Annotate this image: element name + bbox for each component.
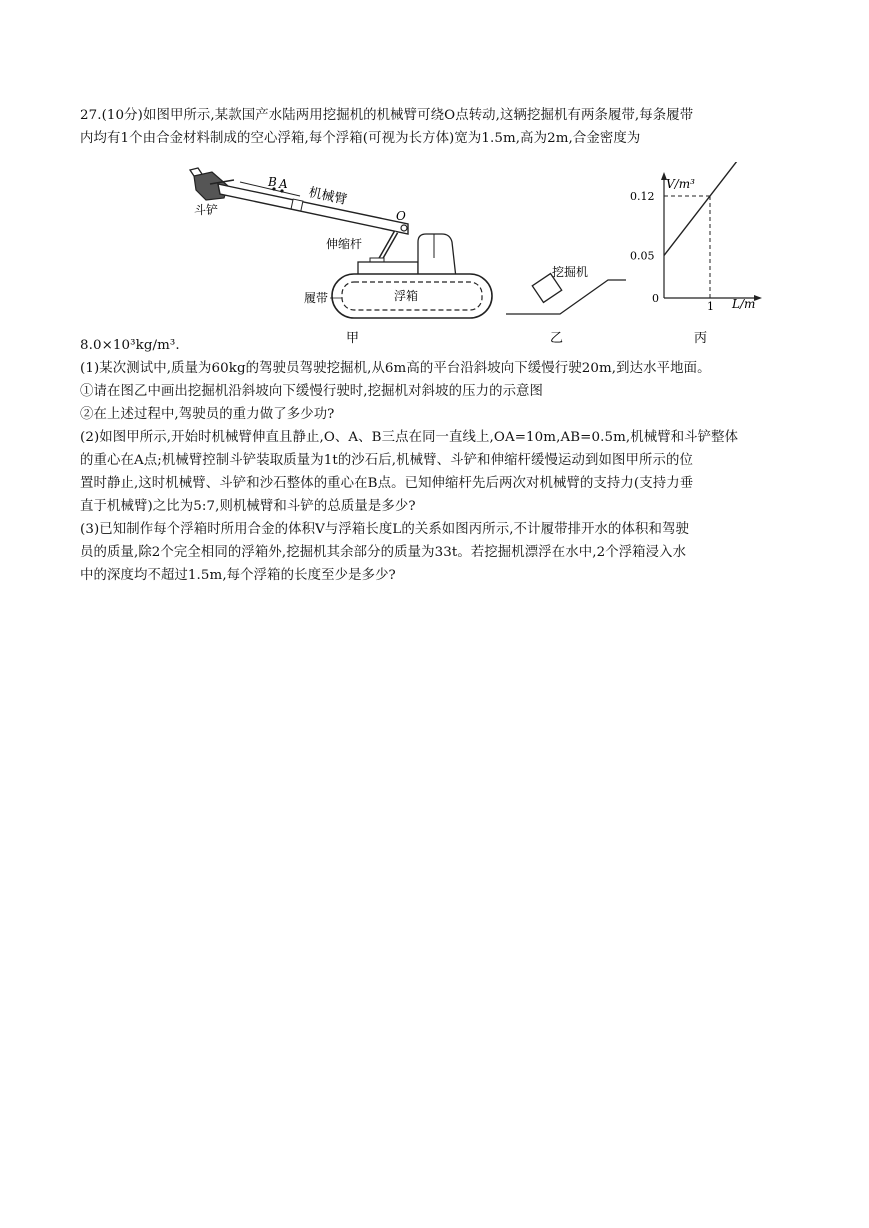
figure-bing [630,162,762,346]
density-text: 8.0×10³kg/m³. [80,338,180,353]
tick-y-0-12: 0.12 [630,190,655,203]
part2-line-4: 直于机械臂)之比为5:7,则机械臂和斗铲的总质量是多少? [80,499,416,514]
question-intro-line-1: 27.(10分)如图甲所示,某款国产水陆两用挖掘机的机械臂可绕O点转动,这辆挖掘机有两条履带,每条履带 [80,108,694,123]
label-excavator: 挖掘机 [552,265,589,279]
label-float: 浮箱 [394,289,419,303]
tick-y-0-05: 0.05 [630,249,655,263]
slope-line [506,280,626,314]
pivot-o [401,225,407,231]
x-axis-label: L/m [732,297,756,311]
y-axis-label: V/m³ [666,177,695,191]
part1-sub-1: ①请在图乙中画出挖掘机沿斜坡向下缓慢行驶时,挖掘机对斜坡的压力的示意图 [80,384,544,399]
question-body [80,334,792,587]
part3-line-2: 员的质量,除2个完全相同的浮箱外,挖掘机其余部分的质量为33t。若挖掘机漂浮在水中,2个浮箱浸入水 [80,545,687,560]
part2-line-2: 的重心在A点;机械臂控制斗铲装取质量为1t的沙石后,机械臂、斗铲和伸缩杆缓慢运动到如图甲所示的位 [80,453,693,468]
caption-bing: 丙 [694,331,708,346]
part1-line-1: (1)某次测试中,质量为60kg的驾驶员驾驶挖掘机,从6m高的平台沿斜坡向下缓慢行驶20m,到达水平地面。 [80,361,711,376]
part3-line-1: (3)已知制作每个浮箱时所用合金的体积V与浮箱长度L的关系如图丙所示,不计履带排开水的体积和驾驶 [80,522,689,537]
question-intro [80,104,792,150]
tick-x-1: 1 [707,300,714,313]
figure-jia [190,168,492,346]
part2-line-3: 置时静止,这时机械臂、斗铲和沙石整体的重心在B点。已知伸缩杆先后两次对机械臂的支持力(支持力垂 [80,476,694,491]
excavator-cab [418,234,456,278]
label-b: B [268,175,277,189]
figures-row [180,162,770,348]
part1-sub-2: ②在上述过程中,驾驶员的重力做了多少功? [80,407,335,422]
origin-label: 0 [652,292,659,305]
part3-line-3: 中的深度均不超过1.5m,每个浮箱的长度至少是多少? [80,568,396,583]
label-track: 履带 [304,291,329,305]
question-intro-line-2: 内均有1个由合金材料制成的空心浮箱,每个浮箱(可视为长方体)宽为1.5m,高为2m,合金密度为 [80,131,641,146]
label-o: O [396,209,406,223]
caption-yi: 乙 [550,331,564,346]
part2-line-1: (2)如图甲所示,开始时机械臂伸直且静止,O、A、B三点在同一直线上,OA=10m,AB=0.5m,机械臂和斗铲整体 [80,430,739,445]
figures-svg [180,162,770,348]
label-rod: 伸缩杆 [326,237,363,251]
label-a: A [279,177,288,191]
label-arm: 机械臂 [307,185,349,209]
caption-jia: 甲 [346,331,360,346]
label-bucket: 斗铲 [194,203,219,217]
